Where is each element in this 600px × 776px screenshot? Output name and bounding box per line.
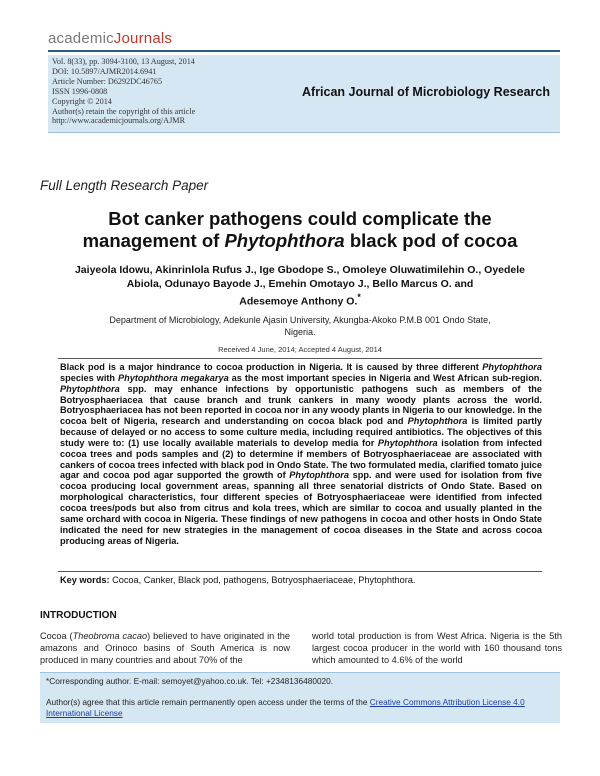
- license-text: Author(s) agree that this article remain permanently open access under the terms of the: [46, 697, 370, 707]
- abstract-text: isolation from infected cocoa trees and pods samples and (2) to determine if members of Botryosphaeriaceae are associated with cankers of cocoa trees infected with black pod in Ondo State. The two formulated media, clarified tomato juice agar and cocoa pod agar supported the growth of: [60, 437, 542, 481]
- corresponding-mark: *: [357, 292, 361, 302]
- authors-line-3: [40, 291, 560, 309]
- corresponding-footnote: *Corresponding author. E-mail: semoyet@yahoo.co.uk. Tel: +2348136480020.: [46, 676, 334, 686]
- affiliation-line-2: Nigeria.: [284, 326, 316, 337]
- authors-line-1: Jaiyeola Idowu, Akinrinlola Rufus J., Ige Gbodope S., Omoleye Oluwatimilehin O., Oyedele: [74, 264, 526, 276]
- header-divider: [48, 50, 560, 52]
- title-genus: Phytophthora: [224, 230, 345, 251]
- title-text: management of: [82, 230, 225, 251]
- abstract-text: spp. may enhance infections by opportunistic pathogens such as members of the Botryosphaeriacea that cause branch and trunk cankers in many woody plants across the world. Botryosphaeriacea has not been reported in cocoa nor in any woody plants in Nigeria to our knowledge. In the cocoa belt of Nigeria, research and understanding on cocoa black pod and: [60, 383, 542, 427]
- meta-copyright: Copyright © 2014: [52, 96, 112, 106]
- meta-issn: ISSN 1996-0808: [52, 86, 108, 96]
- title-line-1: Bot canker pathogens could complicate the: [108, 208, 492, 229]
- abstract-text: as the most important species in Nigeria and West African sub-region.: [228, 372, 542, 383]
- abstract-rule-bottom: [58, 571, 542, 572]
- abstract-rule-top: [58, 358, 542, 359]
- abstract-text: spp. and were used for isolation from five cocoa producing local government areas, spanning all three senatorial districts of Ondo State. Based on morphological characteristics, four different species of Botryosphaeriaceae were identified from infected cocoa trees/pods but also from citrus and kola trees, which are similar to cocoa and usually planted in the same orchard with cocoa in Nigeria. These findings of new pathogens in cocoa and other hosts in Ondo State indicated the need for new strategies in the management of cocoa diseases in the State and across cocoa producing areas of Nigeria.: [60, 470, 542, 546]
- license-link[interactable]: Creative Commons Attribution License 4.0 International License: [46, 697, 525, 718]
- corresponding-author: Adesemoye Anthony O.: [239, 295, 358, 308]
- intro-column-right: world total production is from West Africa. Nigeria is the 5th largest cocoa producer in the world with 160 thousand tons which amounted to 4.6% of the world: [312, 631, 562, 665]
- abstract-genus: Phytophthora: [407, 416, 468, 427]
- article-meta: [52, 57, 195, 126]
- abstract-text: Black pod is a major hindrance to cocoa production in Nigeria. It is caused by three different: [60, 362, 483, 372]
- logo-text-academic: academic: [48, 30, 114, 47]
- meta-volume: Vol. 8(33), pp. 3094-3100, 13 August, 2014: [52, 57, 195, 66]
- author-list: [40, 264, 560, 309]
- paper-type: Full Length Research Paper: [40, 178, 209, 193]
- intro-column-left: [40, 630, 290, 666]
- intro-species: Theobroma cacao: [72, 631, 148, 641]
- meta-doi: DOI: 10.5897/AJMR2014.6941: [52, 66, 157, 76]
- abstract-genus: Phytophthora: [289, 470, 349, 481]
- publisher-logo: [48, 30, 172, 47]
- journal-name: African Journal of Microbiology Research: [302, 85, 550, 99]
- keywords-label: Key words:: [60, 575, 110, 585]
- abstract-genus: Phytophthora: [482, 362, 542, 372]
- authors-line-2: Abiola, Odunayo Bayode J., Emehin Omotayo J., Bello Marcus O. and: [126, 277, 474, 290]
- keywords-text: Cocoa, Canker, Black pod, pathogens, Botryosphaeriaceae, Phytophthora.: [109, 575, 416, 585]
- title-text: black pod of cocoa: [344, 230, 518, 251]
- meta-rights: Author(s) retain the copyright of this article: [52, 106, 196, 116]
- received-dates: Received 4 June, 2014; Accepted 4 August, 2014: [218, 345, 382, 354]
- abstract-text: is limited partly because of delayed or no access to some culture media, including required antibiotics. The objectives of this study were to: (1) use locally available materials to develop media for: [60, 416, 543, 448]
- intro-text: ) believed to have originated in the amazons and Orinoco basins of South America is now produced in many countries and about 70% of the: [40, 631, 290, 665]
- abstract: [60, 362, 542, 546]
- license-footnote: [46, 697, 558, 718]
- meta-journal-url[interactable]: http://www.academicjournals.org/AJMR: [52, 116, 186, 126]
- keywords: [60, 575, 542, 585]
- abstract-species: Phytophthora megakarya: [118, 372, 229, 383]
- abstract-genus: Phytophthora: [377, 437, 438, 448]
- title-line-2: [40, 230, 560, 252]
- paper-title: [40, 208, 560, 252]
- abstract-genus: Phytophthora: [60, 383, 120, 394]
- affiliation: [70, 315, 530, 338]
- affiliation-line-1: Department of Microbiology, Adekunle Ajasin University, Akungba-Akoko P.M.B 001 Ondo State,: [109, 315, 491, 325]
- logo-text-journals: Journals: [113, 30, 173, 47]
- section-heading-introduction: INTRODUCTION: [40, 610, 117, 621]
- meta-article-number: Article Number: D6292DC46765: [52, 76, 163, 86]
- intro-text: Cocoa (: [40, 631, 73, 641]
- abstract-text: species with: [60, 372, 118, 383]
